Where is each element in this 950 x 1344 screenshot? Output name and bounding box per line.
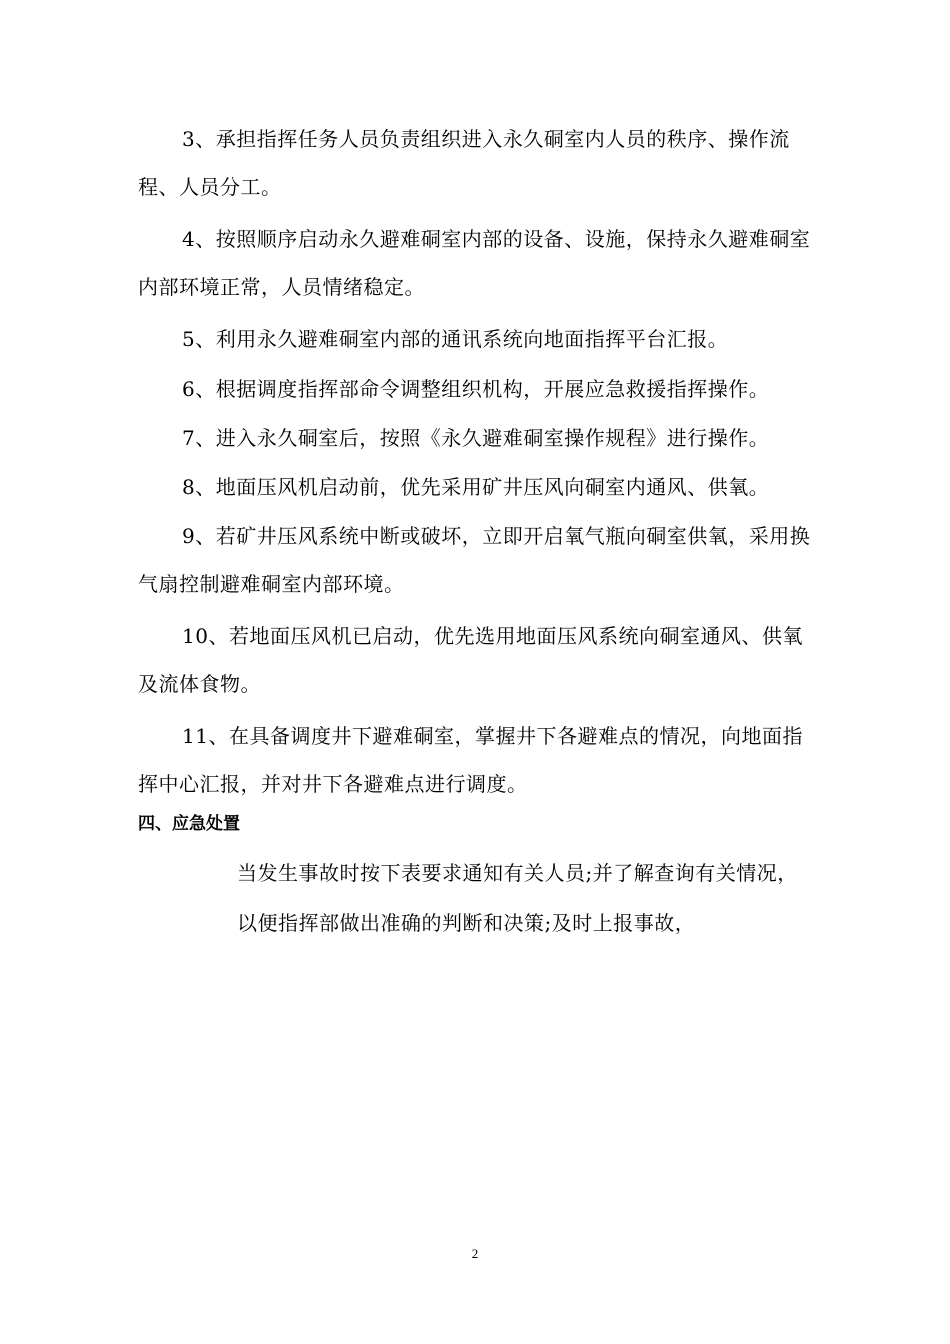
page-number: 2 [471, 1246, 479, 1261]
paragraph-item-6: 6、根据调度指挥部命令调整组织机构，开展应急救援指挥操作。 [182, 377, 770, 401]
paragraph-item-9: 9、若矿井压风系统中断或破坏，立即开启氧气瓶向硐室供氧，采用换气扇控制避难硐室内部环境。 [138, 524, 811, 596]
paragraph-item-7: 7、进入永久硐室后，按照《永久避难硐室操作规程》进行操作。 [182, 426, 770, 450]
paragraph-item-5: 5、利用永久避难硐室内部的通讯系统向地面指挥平台汇报。 [182, 327, 729, 351]
section-heading: 四、应急处置 [138, 814, 240, 834]
paragraph-item-8: 8、地面压风机启动前，优先采用矿井压风向硐室内通风、供氧。 [182, 475, 770, 499]
section-body: 当发生事故时按下表要求通知有关人员;并了解查询有关情况，以便指挥部做出准确的判断和决策;及时上报事故， [237, 861, 798, 935]
paragraph-item-3: 3、承担指挥任务人员负责组织进入永久硐室内人员的秩序、操作流程、人员分工。 [138, 127, 790, 199]
paragraph-item-10: 10、若地面压风机已启动，优先选用地面压风系统向硐室通风、供氧及流体食物。 [138, 624, 803, 696]
paragraph-item-11: 11、在具备调度井下避难硐室，掌握井下各避难点的情况，向地面指挥中心汇报，并对井下各避难点进行调度。 [138, 724, 803, 796]
paragraph-item-4: 4、按照顺序启动永久避难硐室内部的设备、设施，保持永久避难硐室内部环境正常，人员情绪稳定。 [138, 227, 811, 299]
